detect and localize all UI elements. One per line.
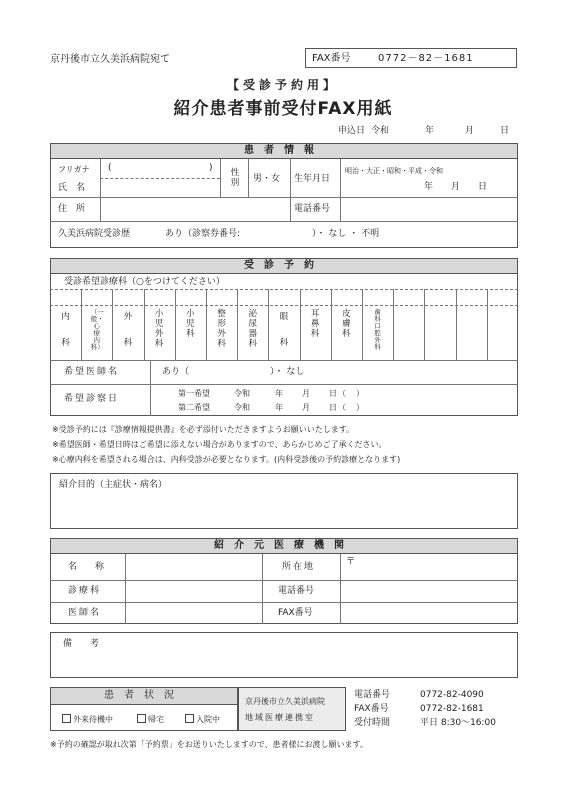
fax-label: FAX番号 bbox=[312, 53, 351, 64]
department-1[interactable]: 内 科 bbox=[61, 312, 70, 348]
second-choice-label: 第二希望 bbox=[178, 403, 210, 412]
department-7[interactable]: 泌尿器科 bbox=[248, 309, 258, 349]
referrer-location-field[interactable] bbox=[356, 557, 514, 577]
patient-status-header: 患者状況 bbox=[50, 687, 238, 705]
checkbox-icon[interactable] bbox=[185, 714, 194, 723]
name-label: 氏 名 bbox=[58, 183, 86, 193]
subtitle: 【受診予約用】 bbox=[226, 78, 339, 92]
referrer-location-label: 所在地 bbox=[282, 562, 316, 572]
date-label: 希望診察日 bbox=[64, 394, 120, 404]
contact-phone: 0772-82-4090 bbox=[420, 690, 484, 700]
doctor-label: 希望医師名 bbox=[64, 367, 120, 377]
referrer-doctor-label: 医師名 bbox=[68, 608, 102, 618]
referrer-phone-label: 電話番号 bbox=[278, 586, 315, 596]
purpose-label: 紹介目的（主症状・病名） bbox=[59, 480, 168, 490]
name-field[interactable] bbox=[102, 181, 216, 195]
phone-field[interactable] bbox=[342, 200, 515, 218]
checkbox-icon[interactable] bbox=[62, 714, 71, 723]
furigana-paren-open: ( bbox=[108, 163, 112, 173]
doctor-options[interactable]: あり（ ）・ なし bbox=[162, 367, 305, 377]
apply-date-era: 令和 bbox=[371, 126, 390, 136]
referrer-doctor-field[interactable] bbox=[128, 605, 258, 622]
birth-label: 生年月日 bbox=[294, 174, 331, 184]
addressee: 京丹後市立久美浜病院宛て bbox=[50, 54, 170, 65]
contact-hours-label: 受付時間 bbox=[354, 718, 391, 728]
furigana-label: フリガナ bbox=[58, 165, 90, 174]
referrer-dept-label: 診療科 bbox=[68, 586, 102, 596]
department-8[interactable]: 眼 科 bbox=[279, 312, 289, 348]
furigana-field[interactable] bbox=[102, 163, 216, 176]
contact-office: 地域医療連携室 bbox=[245, 713, 315, 722]
footer-note: ※予約の確認が取れ次第「予約票」をお送りいたしますので、患者様にお渡し願います。 bbox=[50, 740, 368, 749]
furigana-paren-close: ) bbox=[209, 163, 213, 173]
contact-hospital: 京丹後市立久美浜病院 bbox=[245, 697, 325, 706]
birth-ymd: 年 月 日 bbox=[424, 182, 488, 192]
department-11[interactable]: 歯科口腔外科 bbox=[374, 308, 381, 351]
referrer-fax-label: FAX番号 bbox=[278, 608, 313, 618]
department-4[interactable]: 小児外科 bbox=[154, 309, 164, 349]
contact-phone-label: 電話番号 bbox=[354, 690, 391, 700]
contact-fax-label: FAX番号 bbox=[354, 704, 389, 714]
fax-number: 0772－82－1681 bbox=[378, 53, 474, 64]
patient-info-header: 患者情報 bbox=[50, 143, 518, 159]
apply-date-label: 申込日 bbox=[338, 126, 366, 136]
referrer-fax-field[interactable] bbox=[344, 605, 514, 622]
remarks-box[interactable] bbox=[50, 632, 518, 678]
status-inpatient[interactable]: 入院中 bbox=[185, 714, 220, 724]
apply-date-month: 月 bbox=[465, 126, 475, 136]
checkbox-icon[interactable] bbox=[137, 714, 146, 723]
department-3[interactable]: 外 科 bbox=[123, 312, 133, 348]
reservation-header: 受診予約 bbox=[50, 258, 518, 274]
contact-hours: 平日 8:30～16:00 bbox=[420, 718, 497, 728]
referrer-dept-field[interactable] bbox=[128, 583, 258, 600]
history-label: 久美浜病院受診歴 bbox=[58, 229, 131, 239]
sex-options[interactable]: 男・女 bbox=[253, 174, 281, 184]
department-6[interactable]: 整形外科 bbox=[217, 309, 226, 349]
phone-label: 電話番号 bbox=[294, 204, 331, 214]
status-waiting[interactable]: 外来待機中 bbox=[62, 714, 113, 724]
address-label: 住 所 bbox=[58, 204, 86, 214]
sex-label: 性別 bbox=[230, 168, 240, 188]
referrer-name-label: 名 称 bbox=[68, 562, 105, 572]
referrer-header: 紹介元医療機関 bbox=[50, 538, 518, 554]
apply-date-year: 年 bbox=[425, 126, 435, 136]
history-options[interactable]: あり（診察券番号: ）・ なし ・ 不明 bbox=[165, 229, 380, 239]
contact-fax: 0772-82-1681 bbox=[420, 704, 484, 714]
status-home[interactable]: 帰宅 bbox=[137, 714, 164, 724]
second-choice-date[interactable]: 年 月 日（ ） bbox=[275, 403, 365, 412]
note-1: ※受診予約には『診療情報提供書』を必ず添付いただきますようお願いいたします。 bbox=[52, 425, 355, 434]
fax-number-box bbox=[305, 48, 517, 68]
first-choice-date[interactable]: 年 月 日（ ） bbox=[275, 389, 365, 398]
first-choice-era: 令和 bbox=[234, 389, 250, 398]
era-options[interactable]: 明治・大正・昭和・平成・令和 bbox=[345, 167, 443, 175]
referrer-name-field[interactable] bbox=[128, 557, 258, 577]
address-field[interactable] bbox=[102, 200, 287, 218]
department-9[interactable]: 耳鼻科 bbox=[310, 309, 320, 339]
first-choice-label: 第一希望 bbox=[178, 389, 210, 398]
department-10[interactable]: 皮膚科 bbox=[342, 309, 351, 339]
referrer-phone-field[interactable] bbox=[344, 583, 514, 600]
department-2[interactable]: （一般・心療内科） bbox=[90, 308, 104, 351]
apply-date-day: 日 bbox=[500, 126, 510, 136]
remarks-label: 備 考 bbox=[63, 639, 100, 649]
page-title: 紹介患者事前受付FAX用紙 bbox=[173, 99, 393, 119]
postal-mark: 〒 bbox=[346, 557, 356, 567]
contact-office-box bbox=[238, 687, 346, 731]
note-3: ※心療内科を希望される場合は、内科受診が必要となります。(内科受診後の予約診療となります) bbox=[52, 455, 401, 464]
second-choice-era: 令和 bbox=[234, 403, 250, 412]
department-5[interactable]: 小児科 bbox=[186, 309, 195, 339]
dept-prompt: 受診希望診療科（○をつけてください） bbox=[64, 277, 225, 287]
purpose-box[interactable] bbox=[50, 473, 518, 529]
note-2: ※希望医師・希望日時はご希望に添えない場合がありますので、あらかじめご了承ください。 bbox=[52, 440, 387, 449]
